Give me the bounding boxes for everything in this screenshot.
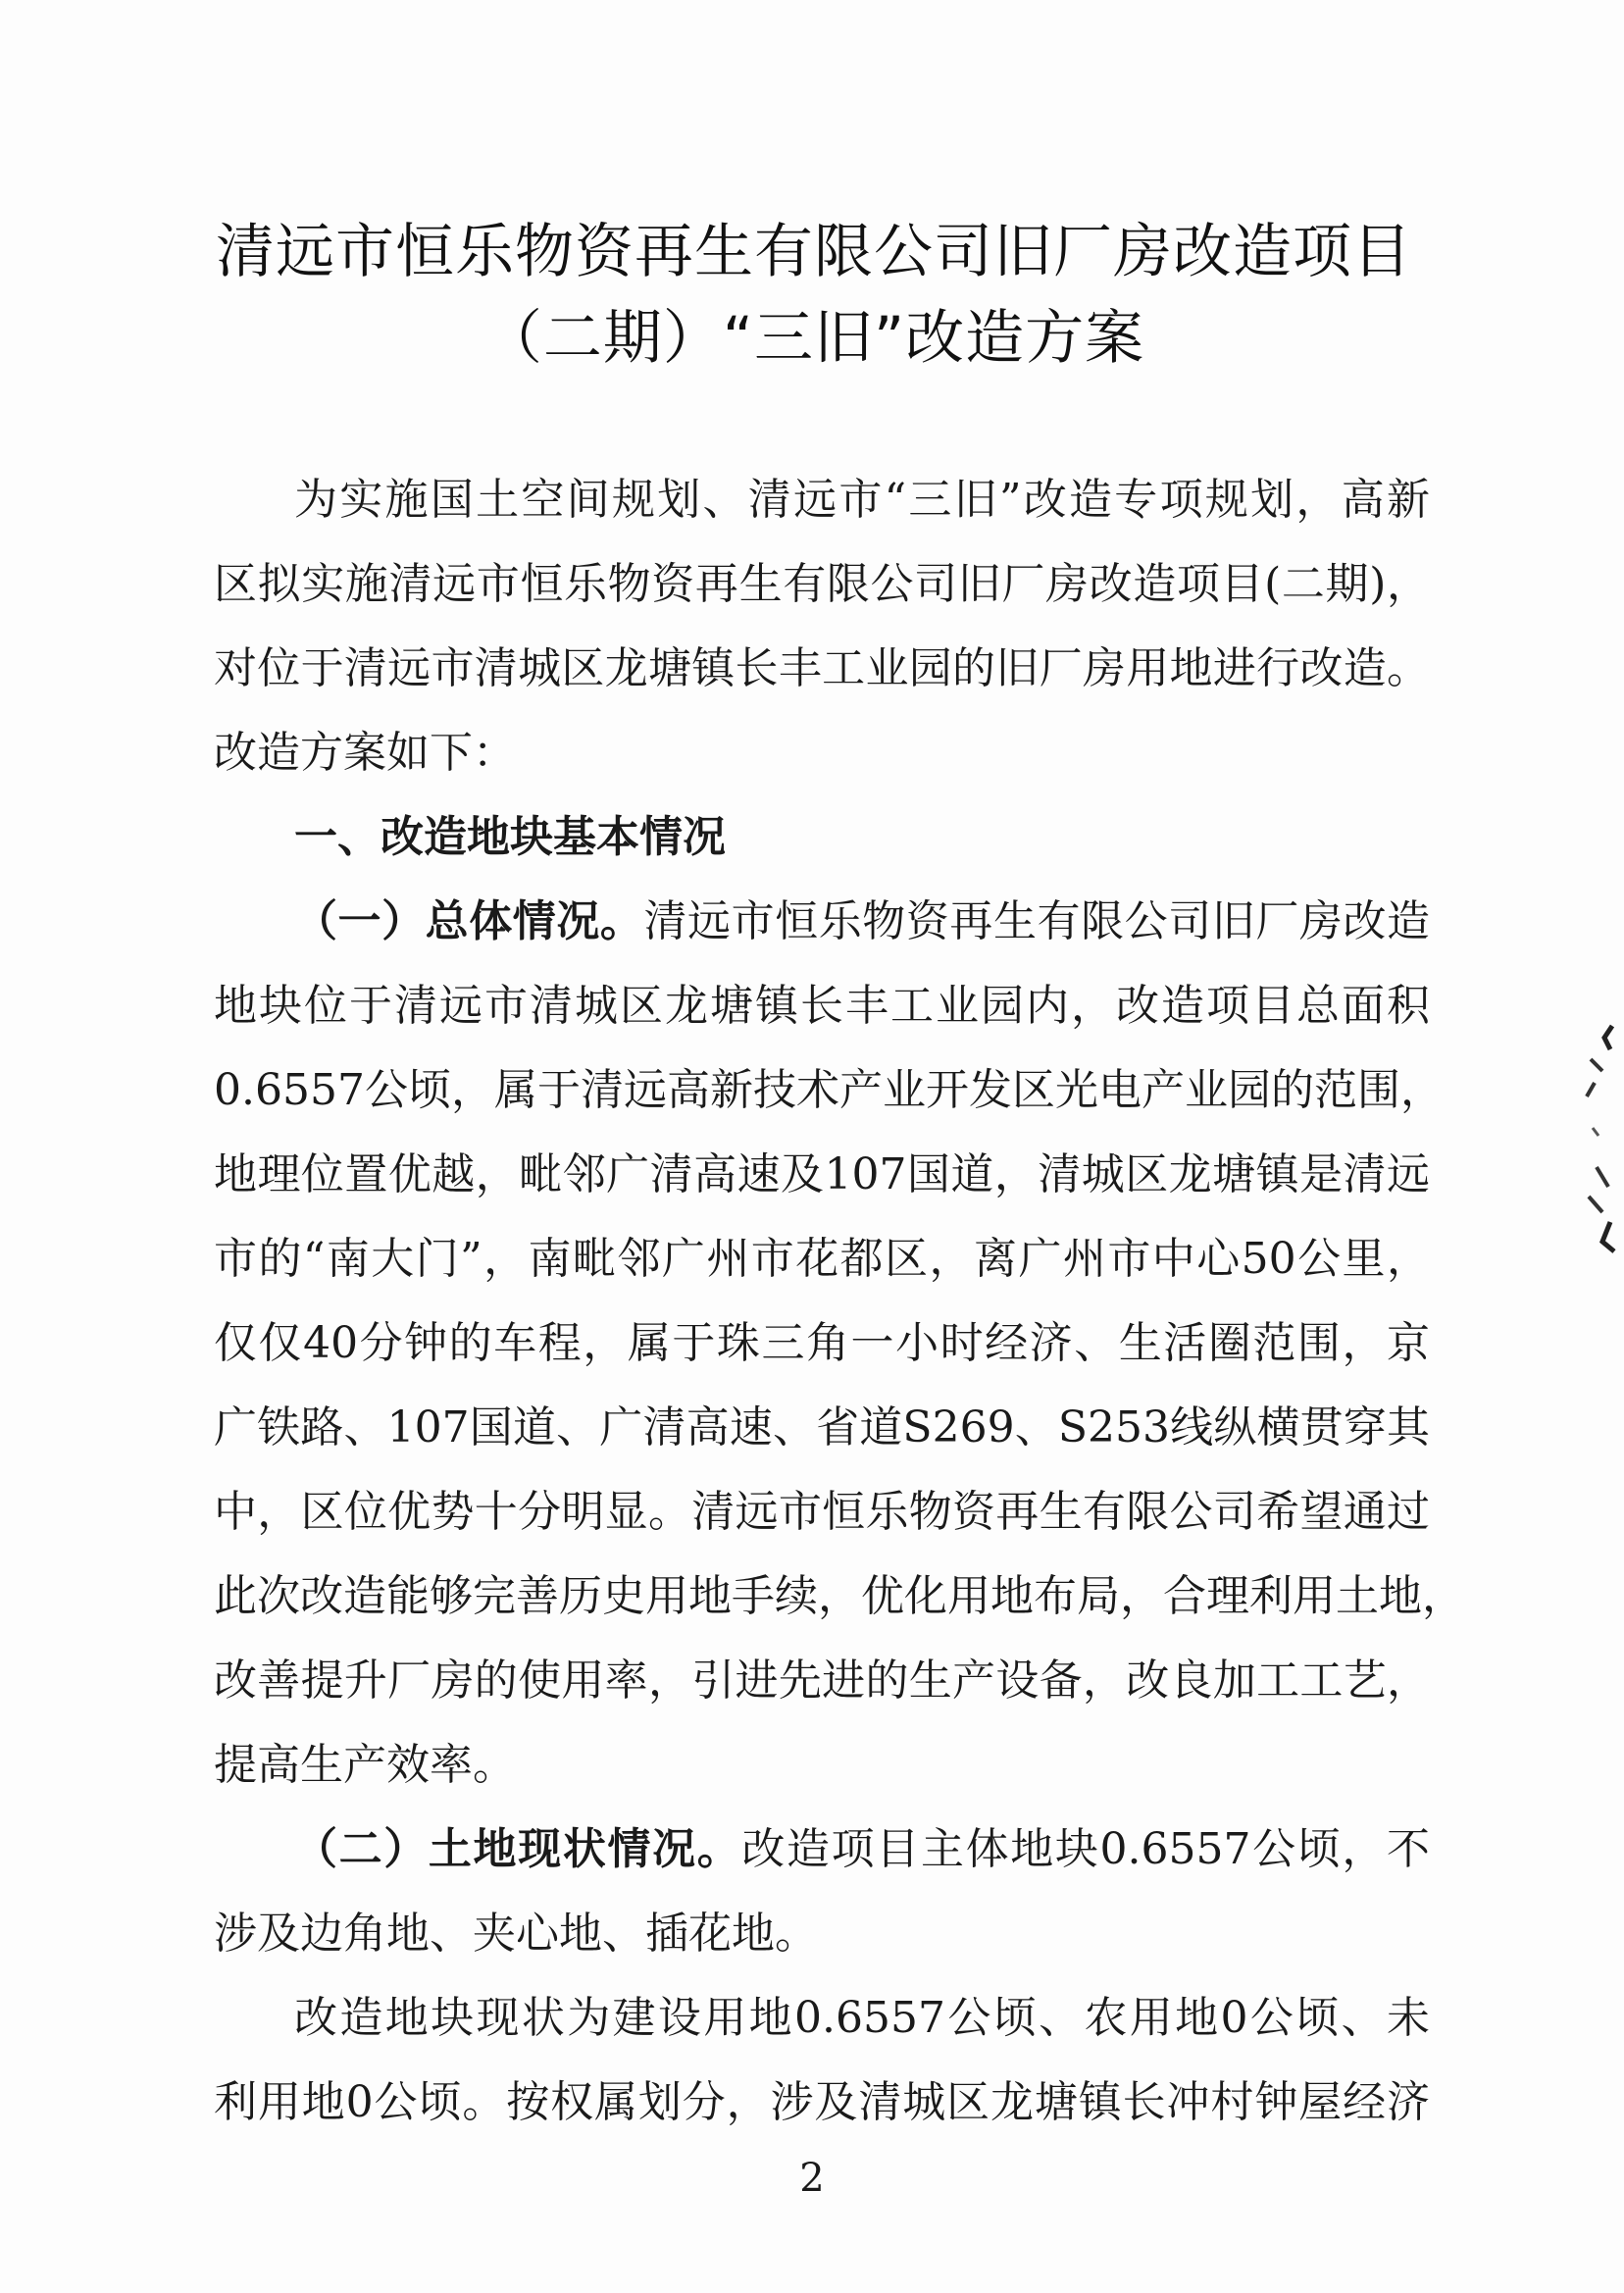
document-title-line-2: （二期）“三旧”改造方案 [482, 304, 1145, 373]
paragraph-line: 0.6557公顷，属于清远高新技术产业开发区光电产业园的范围， [214, 1065, 1444, 1115]
paragraph-line: 地理位置优越，毗邻广清高速及107国道，清城区龙塘镇是清远 [214, 1149, 1430, 1199]
paragraph-text: 改造项目主体地块0.6557公顷，不 [741, 1824, 1431, 1874]
paragraph-line: 仅仅40分钟的车程，属于珠三角一小时经济、生活圈范围，京 [214, 1318, 1430, 1368]
paragraph-line: 市的“南大门”，南毗邻广州市花都区，离广州市中心50公里， [214, 1234, 1430, 1284]
subsection-label: （二）土地现状情况。 [294, 1824, 742, 1874]
page-number: 2 [799, 2156, 825, 2201]
subsection-label: （一）总体情况。 [294, 896, 644, 946]
paragraph-line: 地块位于清远市清城区龙塘镇长丰工业园内，改造项目总面积 [214, 981, 1430, 1031]
paragraph-line: 利用地0公顷。按权属划分，涉及清城区龙塘镇长冲村钟屋经济 [214, 2077, 1430, 2127]
paragraph-line: 广铁路、107国道、广清高速、省道S269、S253线纵横贯穿其 [214, 1402, 1430, 1452]
paragraph-line: 提高生产效率。 [214, 1740, 516, 1790]
intro-line: 对位于清远市清城区龙塘镇长丰工业园的旧厂房用地进行改造。 [214, 643, 1430, 693]
paragraph-line: 涉及边角地、夹心地、插花地。 [214, 1909, 818, 1959]
intro-line: 区拟实施清远市恒乐物资再生有限公司旧厂房改造项目(二期)， [214, 559, 1430, 609]
paragraph-line: 改善提升厂房的使用率，引进先进的生产设备，改良加工工艺， [214, 1656, 1430, 1706]
paragraph-line: 中，区位优势十分明显。清远市恒乐物资再生有限公司希望通过 [214, 1487, 1430, 1537]
paragraph-line: 改造地块现状为建设用地0.6557公顷、农用地0公顷、未 [294, 1993, 1430, 2043]
paragraph-line [294, 1820, 1430, 1879]
paragraph-line [294, 892, 1430, 951]
intro-line: 为实施国土空间规划、清远市“三旧”改造专项规划，高新 [294, 475, 1430, 525]
intro-line: 改造方案如下： [214, 728, 516, 778]
document-title-line-1: 清远市恒乐物资再生有限公司旧厂房改造项目 [216, 218, 1412, 286]
section-heading: 一、改造地块基本情况 [294, 812, 726, 862]
seal-mark-icon [1583, 1020, 1624, 1255]
paragraph-text: 清远市恒乐物资再生有限公司旧厂房改造 [643, 896, 1431, 946]
paragraph-line: 此次改造能够完善历史用地手续，优化用地布局，合理利用土地， [214, 1571, 1465, 1621]
